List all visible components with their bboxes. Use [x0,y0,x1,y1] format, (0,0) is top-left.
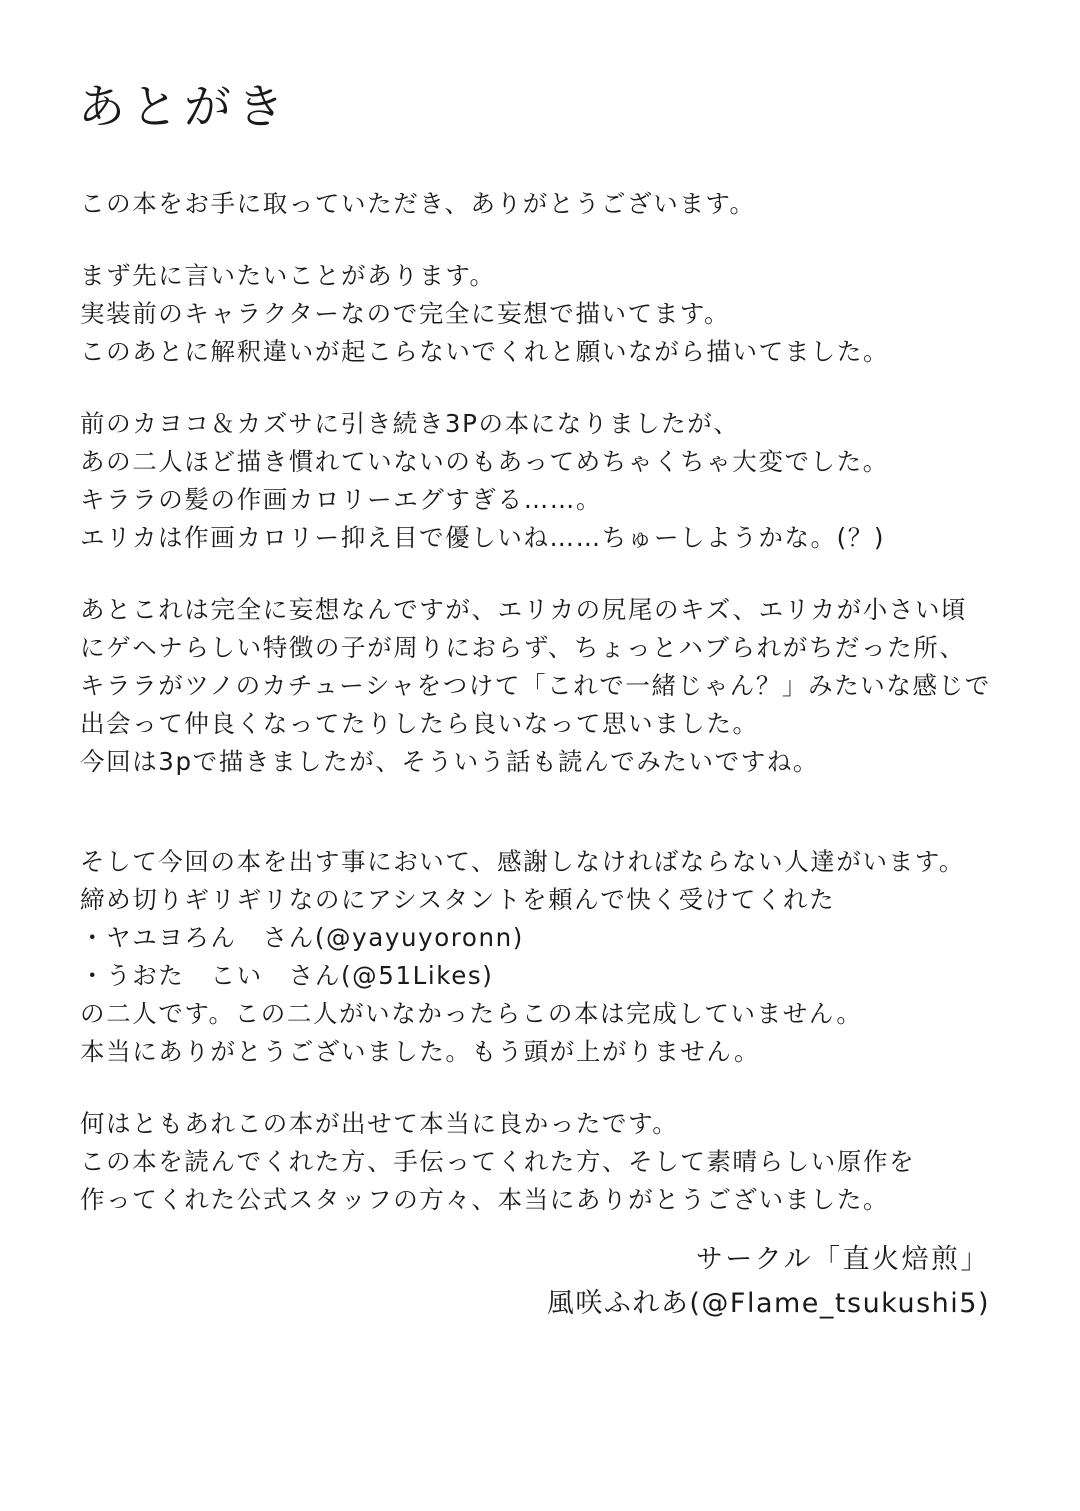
text-line: 今回は3pで描きましたが、そういう話も読んでみたいですね。 [80,747,820,776]
text-line: あの二人ほど描き慣れていないのもあってめちゃくちゃ大変でした。 [80,447,889,476]
text-line: 前のカヨコ＆カズサに引き続き3Pの本になりましたが、 [80,409,740,438]
author-name: 風咲ふれあ(@Flame_tsukushi5) [546,1288,990,1319]
paragraph-2 [80,257,1000,371]
text-line: この本をお手に取っていただき、ありがとうございます。 [80,189,756,218]
text-line: あとこれは完全に妄想なんですが、エリカの尻尾のキズ、エリカが小さい頃 [80,595,968,624]
paragraph-6 [80,1105,1000,1219]
paragraph-spacer [80,815,1000,843]
paragraph-4 [80,591,1000,781]
text-line: そして今回の本を出す事において、感謝しなければならない人達がいます。 [80,847,965,876]
paragraph-3 [80,405,1000,557]
text-line: キララがツノのカチューシャをつけて「これで一緒じゃん？」みたいな感じで [80,671,991,700]
paragraph-1 [80,185,1000,223]
text-line: ・うおた こい さん(@51Likes) [80,961,494,990]
text-line: 締め切りギリギリなのにアシスタントを頼んで快く受けてくれた [80,885,836,914]
text-line: にゲヘナらしい特徴の子が周りにおらず、ちょっとハブられがちだった所、 [80,633,966,662]
text-line: 何はともあれこの本が出せて本当に良かったです。 [80,1109,679,1138]
text-line: 作ってくれた公式スタッフの方々、本当にありがとうございました。 [80,1185,890,1214]
afterword-body [80,185,1000,1219]
text-line: エリカは作画カロリー抑え目で優しいね……ちゅーしようかな。(？) [80,523,886,552]
paragraph-5 [80,843,1000,1071]
text-line: このあとに解釈違いが起こらないでくれと願いながら描いてました。 [80,337,890,366]
signature-block [547,1238,990,1326]
circle-name: サークル「直火焙煎」 [695,1244,990,1275]
text-line: の二人です。この二人がいなかったらこの本は完成していません。 [80,999,863,1028]
text-line: 本当にありがとうございました。もう頭が上がりません。 [80,1037,761,1066]
text-line: まず先に言いたいことがあります。 [80,261,496,290]
text-line: この本を読んでくれた方、手伝ってくれた方、そして素晴らしい原作を [80,1147,916,1176]
text-line: 実装前のキャラクターなので完全に妄想で描いてます。 [80,299,731,328]
page-title: あとがき [78,80,290,135]
text-line: キララの髪の作画カロリーエグすぎる……。 [80,485,602,514]
text-line: 出会って仲良くなってたりしたら良いなって思いました。 [80,709,759,738]
text-line: ・ヤユヨろん さん(@yayuyoronn) [80,923,524,952]
